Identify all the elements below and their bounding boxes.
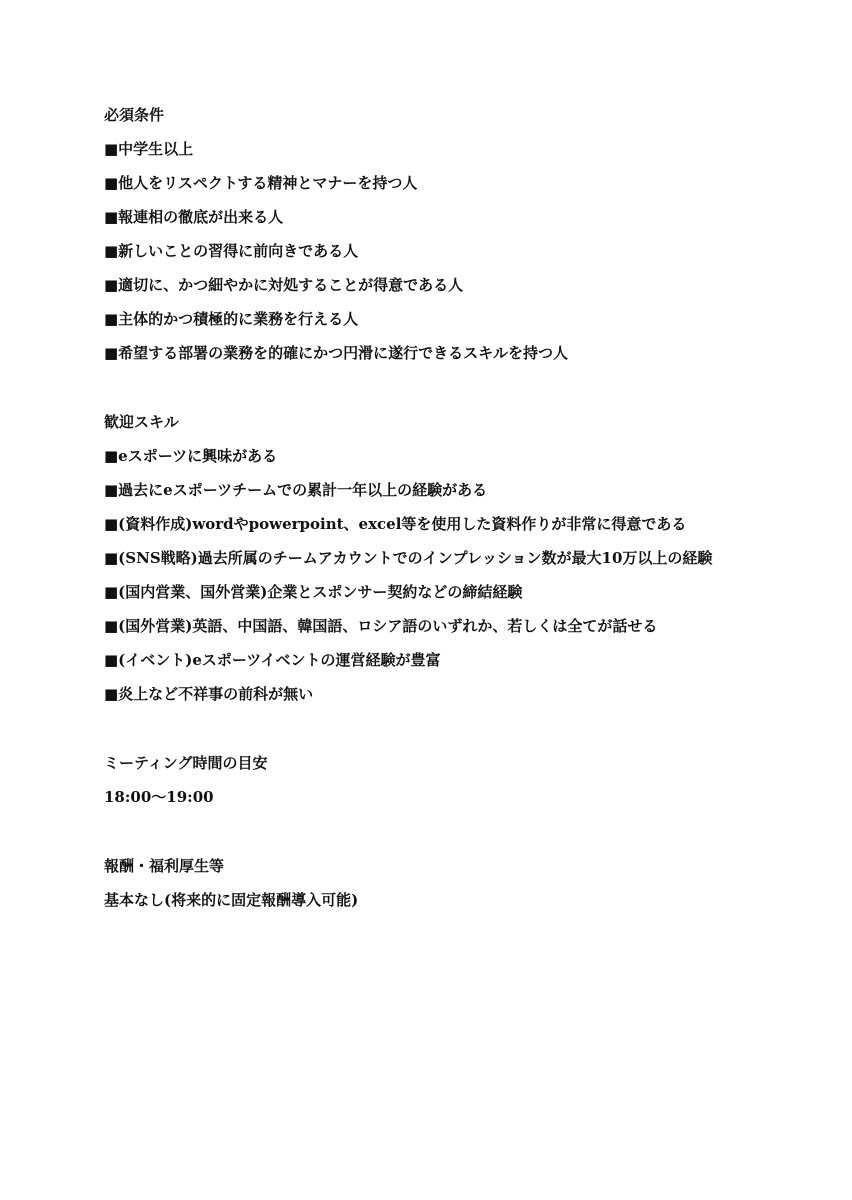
welcome-item: ■(SNS戦略)過去所属のチームアカウントでのインプレッション数が最大10万以上の経験 [104,549,713,567]
required-item: ■適切に、かつ細やかに対処することが得意である人 [104,276,464,294]
welcome-item: ■炎上など不祥事の前科が無い [104,685,314,703]
required-item: ■希望する部署の業務を的確にかつ円滑に遂行できるスキルを持つ人 [104,344,569,362]
section-spacer [104,817,804,852]
welcome-item: ■(国内営業、国外営業)企業とスポンサー契約などの締結経験 [104,583,523,601]
welcome-skills-heading: 歓迎スキル [104,413,179,431]
compensation-value: 基本なし(将来的に固定報酬導入可能) [104,891,359,909]
welcome-skills-section [104,408,804,708]
meeting-time-heading: ミーティング時間の目安 [104,754,268,772]
required-conditions-heading: 必須条件 [104,106,165,124]
required-item: ■主体的かつ積極的に業務を行える人 [104,310,359,328]
document-body [104,101,804,920]
compensation-section [104,852,804,914]
section-spacer [104,714,804,749]
meeting-time-value: 18:00〜19:00 [104,788,214,806]
required-item: ■他人をリスペクトする精神とマナーを持つ人 [104,174,418,192]
meeting-time-section [104,749,804,811]
welcome-item: ■eスポーツに興味がある [104,447,278,465]
required-item: ■新しいことの習得に前向きである人 [104,242,359,260]
compensation-heading: 報酬・福利厚生等 [104,857,225,875]
welcome-item: ■(国外営業)英語、中国語、韓国語、ロシア語のいずれか、若しくは全てが話せる [104,617,658,635]
required-item: ■報連相の徹底が出来る人 [104,208,284,226]
required-item: ■中学生以上 [104,140,194,158]
section-spacer [104,373,804,408]
welcome-item: ■(資料作成)wordやpowerpoint、excel等を使用した資料作りが非常に得意である [104,515,687,533]
welcome-item: ■過去にeスポーツチームでの累計一年以上の経験がある [104,481,488,499]
welcome-item: ■(イベント)eスポーツイベントの運営経験が豊富 [104,651,441,669]
required-conditions-section [104,101,804,367]
